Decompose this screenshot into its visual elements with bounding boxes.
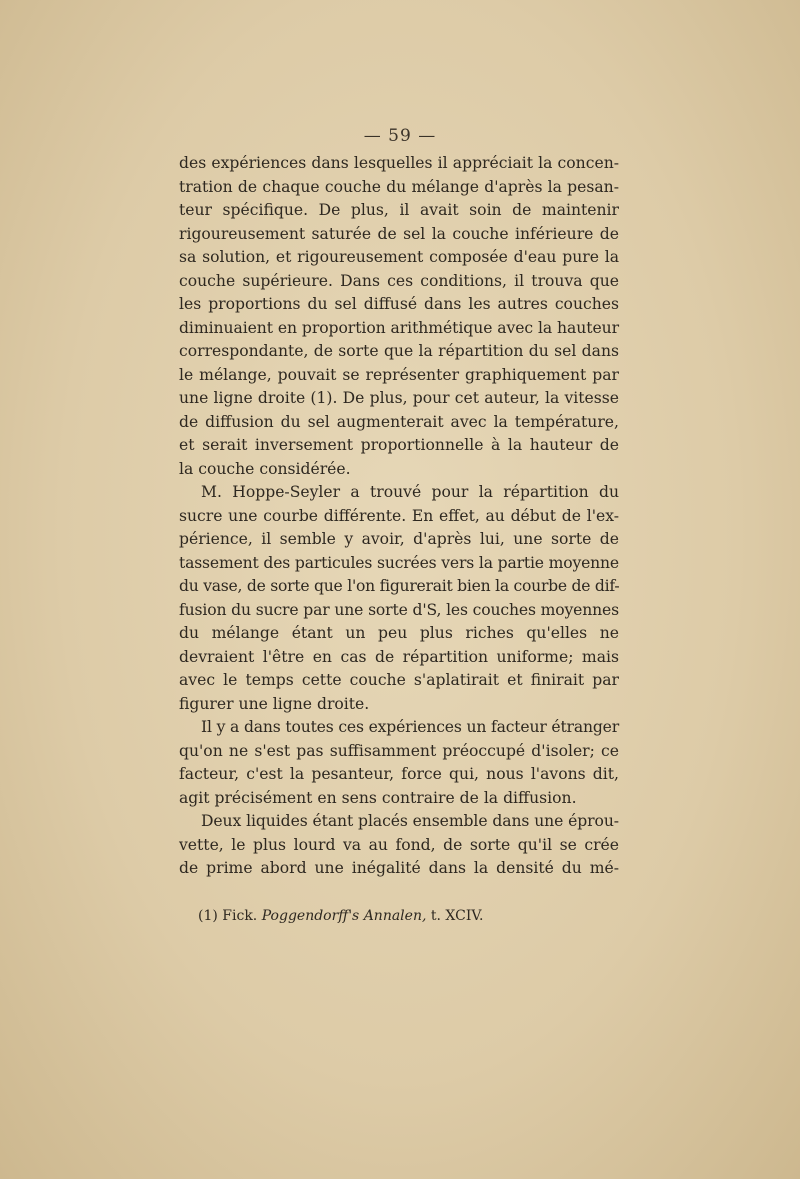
text-line: de diffusion du sel augmenterait avec la température, <box>179 412 619 431</box>
text-line: Il y a dans toutes ces expériences un facteur étranger <box>201 718 619 736</box>
page-number: — 59 — <box>363 126 437 146</box>
text-line: fusion du sucre par une sorte d'S, les couches moyennes <box>179 600 619 619</box>
text-line: M. Hoppe-Seyler a trouvé pour la répartition du <box>201 483 619 501</box>
text-line: tassement des particules sucrées vers la partie moyenne <box>179 553 619 572</box>
footnote-journal: Poggendorff's Annalen, <box>261 908 427 924</box>
text-line: figurer une ligne droite. <box>179 694 370 713</box>
text-line: de prime abord une inégalité dans la densité du mé- <box>179 859 619 877</box>
text-line: couche supérieure. Dans ces conditions, il trouva que <box>179 271 619 290</box>
text-line: des expériences dans lesquelles il appréciait la concen- <box>179 154 619 172</box>
footnote-prefix: (1) Fick. <box>198 908 262 924</box>
text-line: du mélange étant un peu plus riches qu'elles ne <box>179 624 619 642</box>
text-line: diminuaient en proportion arithmétique avec la hauteur <box>179 318 619 337</box>
text-line: teur spécifique. De plus, il avait soin de maintenir <box>179 201 619 219</box>
text-line: du vase, de sorte que l'on figurerait bien la courbe de dif- <box>179 577 620 595</box>
text-line: les proportions du sel diffusé dans les autres couches <box>179 295 619 313</box>
footnote <box>198 908 483 924</box>
text-line: devraient l'être en cas de répartition uniforme; mais <box>179 647 619 666</box>
text-line: vette, le plus lourd va au fond, de sorte qu'il se crée <box>179 835 619 854</box>
text-line: la couche considérée. <box>179 459 351 478</box>
text-line: sa solution, et rigoureusement composée d'eau pure la <box>179 248 619 266</box>
text-line: rigoureusement saturée de sel la couche inférieure de <box>179 224 619 243</box>
text-line: tration de chaque couche du mélange d'après la pesan- <box>179 177 619 196</box>
text-line: qu'on ne s'est pas suffisamment préoccupé d'isoler; ce <box>179 741 619 760</box>
text-line: facteur, c'est la pesanteur, force qui, nous l'avons dit, <box>179 765 619 783</box>
text-line: une ligne droite (1). De plus, pour cet auteur, la vitesse <box>179 389 619 407</box>
text-line: le mélange, pouvait se représenter graphiquement par <box>179 365 619 384</box>
footnote-suffix: t. XCIV. <box>426 908 484 924</box>
text-line: sucre une courbe différente. En effet, au début de l'ex- <box>179 506 619 525</box>
text-line: périence, il semble y avoir, d'après lui, une sorte de <box>179 530 619 548</box>
body-text <box>179 152 619 881</box>
text-line: agit précisément en sens contraire de la diffusion. <box>179 788 577 807</box>
text-line: avec le temps cette couche s'aplatirait et finirait par <box>179 671 619 689</box>
text-line: correspondante, de sorte que la répartition du sel dans <box>179 342 619 360</box>
text-line: et serait inversement proportionnelle à la hauteur de <box>179 436 619 454</box>
text-line: Deux liquides étant placés ensemble dans une éprou- <box>201 812 619 830</box>
